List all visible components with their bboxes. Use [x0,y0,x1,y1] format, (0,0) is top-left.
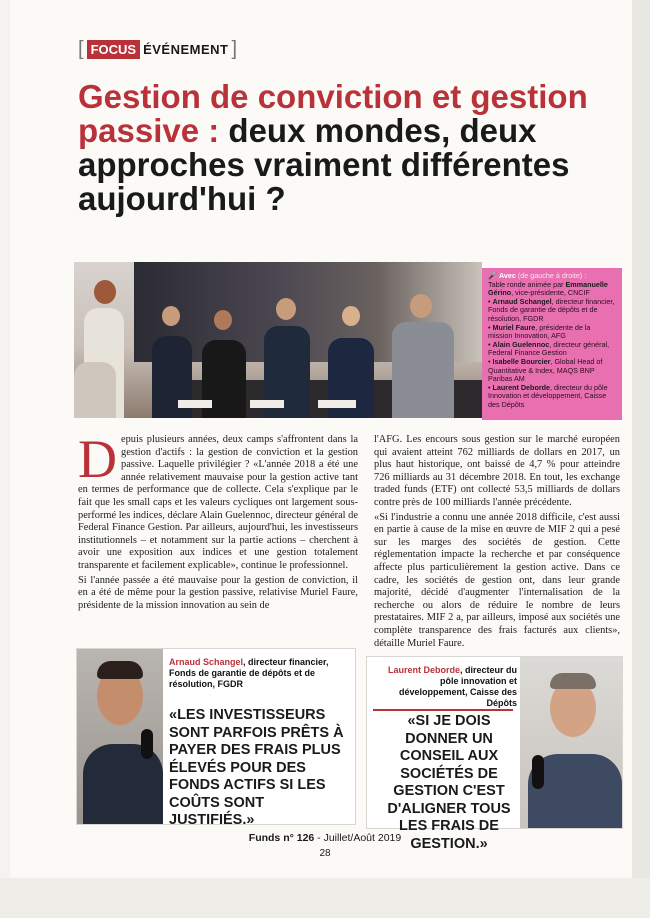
article-paragraph: Si l'année passée a été mauvaise pour la gestion de conviction, il en a été de même pour la gestion passive, relativise Muriel Faure, présidente de la mission innovation au sein de [78,574,358,611]
moderator-head [94,280,116,304]
issue-date: - Juillet/Août 2019 [314,832,402,844]
lectern [74,362,116,418]
name-card [178,400,212,408]
caption-line: • Muriel Faure, présidente de la mission Innovation, AFG [488,322,591,341]
pull-quote: «LES INVESTISSEURS SONT PARFOIS PRÊTS À PAYER DES FRAIS PLUS ÉLEVÉS POUR DES FONDS ACTIFS SI LES COÛTS SONT JUSTIFIÉS.» [169,707,344,828]
microphone-icon [532,755,544,789]
caption-order: (de gauche à droite) : [517,271,587,280]
speaker-role: , directeur financier, Fonds de garantie de dépôts et de résolution, FGDR [169,657,329,689]
page-footer [0,832,650,844]
name-card [250,400,284,408]
quote-speaker [375,665,517,709]
quote-divider [373,709,513,711]
panelist-1-head [162,306,180,326]
name-card [318,400,356,408]
focus-label: FOCUS [87,40,141,59]
bracket-right: ] [231,38,238,60]
quote-box-schangel [76,648,356,828]
portrait-hair [97,661,143,679]
panelist-3-head [276,298,296,320]
panelist-2-head [214,310,232,330]
caption-line: • Isabelle Bourcier, Global Head of Quantitative & Index, MAQS BNP Paribas AM [488,356,603,384]
article-column-2 [374,434,620,652]
person-panelist-5 [392,322,454,418]
magazine-name: Funds n° 126 [248,832,315,844]
portrait-deborde [520,657,622,828]
speaker-role: , directeur du pôle innovation et développement, Caisse des Dépôts [398,665,517,708]
article-paragraph: l'AFG. Les encours sous gestion sur le marché européen qui avaient atteint 762 milliards de dollars en 2017, un plus haut historique, ont baissé de 4,7 % pour atteindre 726 milliards au 31 décembre 2018. En tout, les exchange traded funds (ETF) ont collecté 53,5 milliards de dollars contre près de 100 milliards l'année précédente. [374,434,620,508]
caption-line: • Arnaud Schangel, directeur financier, Fonds de garantie de dépôts et de résolution, FGDR [488,296,615,323]
speaker-name: Arnaud Schangel [169,657,244,667]
microphone-icon [141,729,153,759]
caption-avec: Avec [498,271,516,280]
article-headline [78,80,618,216]
portrait-schangel [77,649,163,824]
speaker-name: Laurent Deborde [387,665,460,675]
article-column-1 [78,429,358,614]
microphone-icon: 🎤 [488,271,497,280]
page-bottom-edge [0,878,650,918]
bracket-left: [ [78,38,84,60]
panelist-4-head [342,306,360,326]
roundtable-photo [74,262,482,418]
drop-cap: D [78,429,117,489]
photo-caption [482,268,622,420]
quote-speaker [169,657,349,690]
caption-line: • Laurent Deborde, directeur du pôle Innovation et développement, Caisse des Dépôts [488,382,608,409]
caption-line: Table ronde animée par Emmanuelle Gérino, vice-présidente, CNCIF [488,279,608,298]
headline-dark-part: deux mondes, deux approches vraiment différentes aujourd'hui ? [78,112,570,217]
article-paragraph: «Si l'industrie a connu une année 2018 difficile, c'est aussi en partie à cause de la mise en œuvre de MIF 2 qui a pesé sur les marges des sociétés de gestion. Cette réglementation impacte la recherche et par conséquence affecte plus particulièrement la gestion active. Dans ce cadre, les sociétés de gestion ont, dans leur grande majorité, décidé d'augmenter l'internalisation de la recherche ou alors de réduire le nombre de leurs prestataires. MIF 2 a, par ailleurs, imposé aux sociétés une complète transparence des frais facturés aux clients», détaille Muriel Faure. [374,511,620,649]
section-tag [78,38,237,61]
panelist-5-head [410,294,432,318]
article-paragraph: epuis plusieurs années, deux camps s'affrontent dans la gestion d'actifs : la gestion de conviction et la gestion passive. Laquelle privilégier ? «L'année 2018 a été une année relativement mauvaise pour la gestion active tant en termes de performance que de collecte. Cela s'explique par le fait que les small caps et les valeurs cycliques ont largement sous-performé les indices, déclare Alain Guelennoc, directeur général de Federal Finance Gestion. Par ailleurs, aujourd'hui, les investisseurs institutionnels – et notamment sur la partie actions – cherchent à avoir une exposition aux indices et une gestion totalement transparente et facilement explicable», continue le professionnel. [78,434,358,571]
quote-box-deborde [366,656,623,852]
headline-red-part: Gestion de conviction et gestion passive : [78,78,588,149]
pull-quote: «SI JE DOIS DONNER UN CONSEIL AUX SOCIÉTÉS DE GESTION C'EST D'ALIGNER TOUS LES FRAIS DE GESTION.» [387,713,511,852]
caption-line: • Alain Guelennoc, directeur général, Federal Finance Gestion [488,339,610,358]
page-number: 28 [319,848,331,859]
portrait-hair [550,673,596,689]
page-edge [632,0,650,918]
event-label: ÉVÉNEMENT [143,42,229,57]
